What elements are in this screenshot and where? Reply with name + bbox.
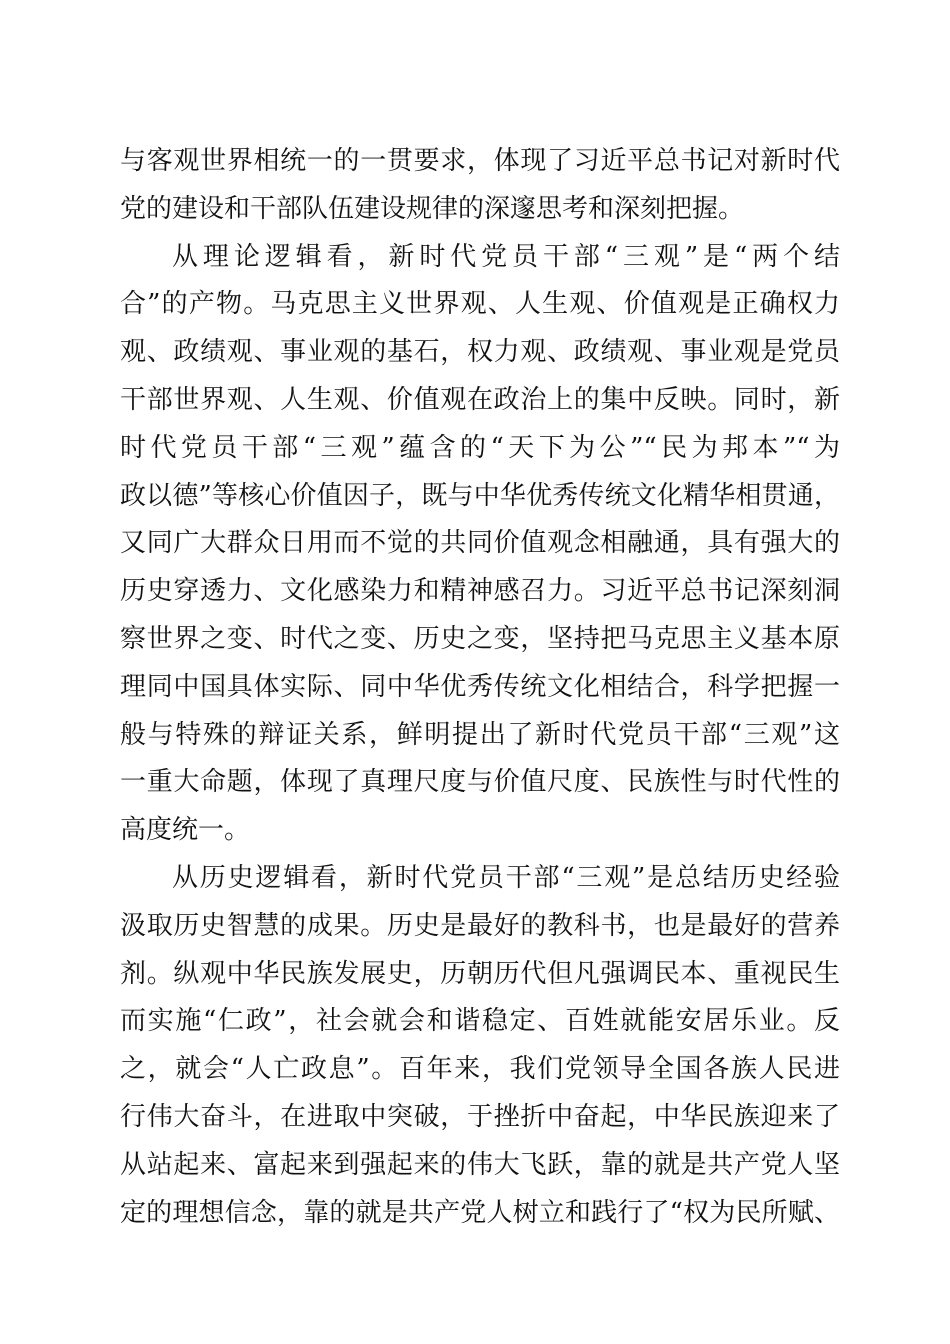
text-line: 高度统一。: [120, 815, 251, 846]
text-line: 理同中国具体实际、同中华优秀传统文化相结合，科学把握一: [120, 671, 840, 702]
text-line: 剂。纵观中华民族发展史，历朝历代但凡强调民本、重视民生: [120, 958, 840, 989]
text-line: 从站起来、富起来到强起来的伟大飞跃，靠的就是共产党人坚: [120, 1149, 840, 1180]
text-line: 从理论逻辑看，新时代党员干部“三观”是“两个结: [172, 241, 840, 272]
text-line: 与客观世界相统一的一贯要求，体现了习近平总书记对新时代: [120, 146, 840, 176]
text-line: 定的理想信念，靠的就是共产党人树立和践行了“权为民所赋、: [120, 1197, 840, 1228]
text-line: 从历史逻辑看，新时代党员干部“三观”是总结历史经验: [172, 862, 840, 893]
paragraph: [120, 138, 840, 234]
text-line: 又同广大群众日用而不觉的共同价值观念相融通，具有强大的: [120, 528, 840, 559]
text-line: 干部世界观、人生观、价值观在政治上的集中反映。同时，新: [120, 384, 840, 415]
text-line: 汲取历史智慧的成果。历史是最好的教科书，也是最好的营养: [120, 910, 840, 941]
text-line: 察世界之变、时代之变、历史之变，坚持把马克思主义基本原: [120, 623, 840, 654]
text-line: 行伟大奋斗，在进取中突破，于挫折中奋起，中华民族迎来了: [120, 1101, 840, 1132]
paragraph: [120, 234, 840, 855]
text-line: 观、政绩观、事业观的基石，权力观、政绩观、事业观是党员: [120, 337, 840, 368]
text-line: 合”的产物。马克思主义世界观、人生观、价值观是正确权力: [120, 289, 840, 320]
text-line: 一重大命题，体现了真理尺度与价值尺度、民族性与时代性的: [120, 767, 840, 798]
text-line: 而实施“仁政”，社会就会和谐稳定、百姓就能安居乐业。反: [120, 1006, 840, 1037]
text-line: 历史穿透力、文化感染力和精神感召力。习近平总书记深刻洞: [120, 576, 840, 607]
text-line: 党的建设和干部队伍建设规律的深邃思考和深刻把握。: [120, 193, 745, 224]
paragraph: [120, 855, 840, 1237]
text-line: 般与特殊的辩证关系，鲜明提出了新时代党员干部“三观”这: [120, 719, 840, 750]
text-line: 时代党员干部“三观”蕴含的“天下为公”“民为邦本”“为: [120, 432, 840, 463]
text-line: 政以德”等核心价值因子，既与中华优秀传统文化精华相贯通，: [120, 480, 840, 511]
body-text: [120, 138, 840, 1237]
text-line: 之，就会“人亡政息”。百年来，我们党领导全国各族人民进: [120, 1054, 840, 1085]
